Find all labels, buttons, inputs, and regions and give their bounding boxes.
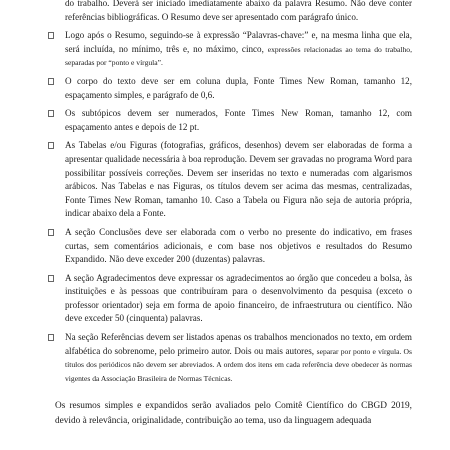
checkbox-bullet-icon [48, 229, 54, 236]
list-item [0, 29, 450, 70]
list-item-text: A seção Conclusões deve ser elaborada com o verbo no presente do indicativo, em frases curtas, sem comentários adicionais, e com base nos objetivos e resultados do Resumo Expandido. Não deve exceder 200 (duzentas) palavras. [65, 226, 412, 265]
list-item-text [65, 29, 412, 70]
list-item [0, 139, 450, 221]
list-item-text: do trabalho. Deverá ser iniciado imediatamente abaixo da palavra Resumo. Não deve conter referências bibliográficas. O Resumo deve ser apresentado com parágrafo único. [65, 0, 412, 22]
list-item [0, 226, 450, 267]
list-item [0, 331, 450, 385]
checkbox-bullet-icon [48, 32, 54, 39]
closing-paragraph: Os resumos simples e expandidos serão avaliados pelo Comitê Científico do CBGD 2019, devido à relevância, originalidade, contribuição ao tema, uso da linguagem adequada [55, 401, 412, 426]
list-item-text: As Tabelas e/ou Figuras (fotografias, gráficos, desenhos) devem ser elaboradas de forma a apresentar qualidade necessária à boa reprodução. Devem ser gravadas no programa Word para possibilitar possíveis correções. Devem ser inseridas no texto e numeradas com algarismos arábicos. Nas Tabelas e nas Figuras, os títulos devem ser acima das mesmas, centralizadas, Fonte Times New Roman, tamanho 10. Caso a Tabela ou Figura não seja de autoria própria, indicar abaixo dela a Fonte. [65, 140, 412, 219]
list-item-main-text: Na seção Referências devem ser listados apenas os trabalhos mencionados no texto, em ordem alfabética do sobrenome, pelo primeiro autor. Dois ou mais autores, [65, 332, 412, 356]
list-item-small-text: expressões relacionadas ao tema do trabalho, separadas por “ponto e vírgula”. [65, 44, 412, 68]
checkbox-bullet-icon [48, 275, 54, 282]
checkbox-bullet-icon [48, 334, 54, 341]
list-item-small-text: separar por ponto e vírgula. Os títulos dos periódicos não devem ser abreviados. A ordem dos itens em cada referência deve obedecer às normas vigentes da Associação Brasileira de Normas Técnicas. [65, 346, 412, 383]
list-item [0, 272, 450, 326]
list-item [0, 75, 450, 102]
list-item-text: O corpo do texto deve ser em coluna dupla, Fonte Times New Roman, tamanho 12, espaçamento simples, e parágrafo de 0,6. [65, 75, 412, 100]
list-item [0, 0, 450, 24]
list-item-main-text: Logo após o Resumo, seguindo-se à expressão “Palavras-chave:” e, na mesma linha que ela, será incluída, no mínimo, três e, no máximo, cinco, [65, 30, 412, 54]
checkbox-bullet-icon [48, 78, 54, 85]
list-item [0, 107, 450, 134]
list-item-text [65, 331, 412, 385]
list-item-text: A seção Agradecimentos deve expressar os agradecimentos ao órgão que concedeu a bolsa, às instituições e às pessoas que contribuíram para o desenvolvimento da pesquisa (exceto o professor orientador) seja em forma de apoio financeiro, de infraestrutura ou científico. Não deve exceder 50 (cinquenta) palavras. [65, 272, 412, 324]
checkbox-bullet-icon [48, 110, 54, 117]
checkbox-bullet-icon [48, 142, 54, 149]
list-item-text: Os subtópicos devem ser numerados, Fonte Times New Roman, tamanho 12, com espaçamento antes e depois de 12 pt. [65, 108, 412, 132]
